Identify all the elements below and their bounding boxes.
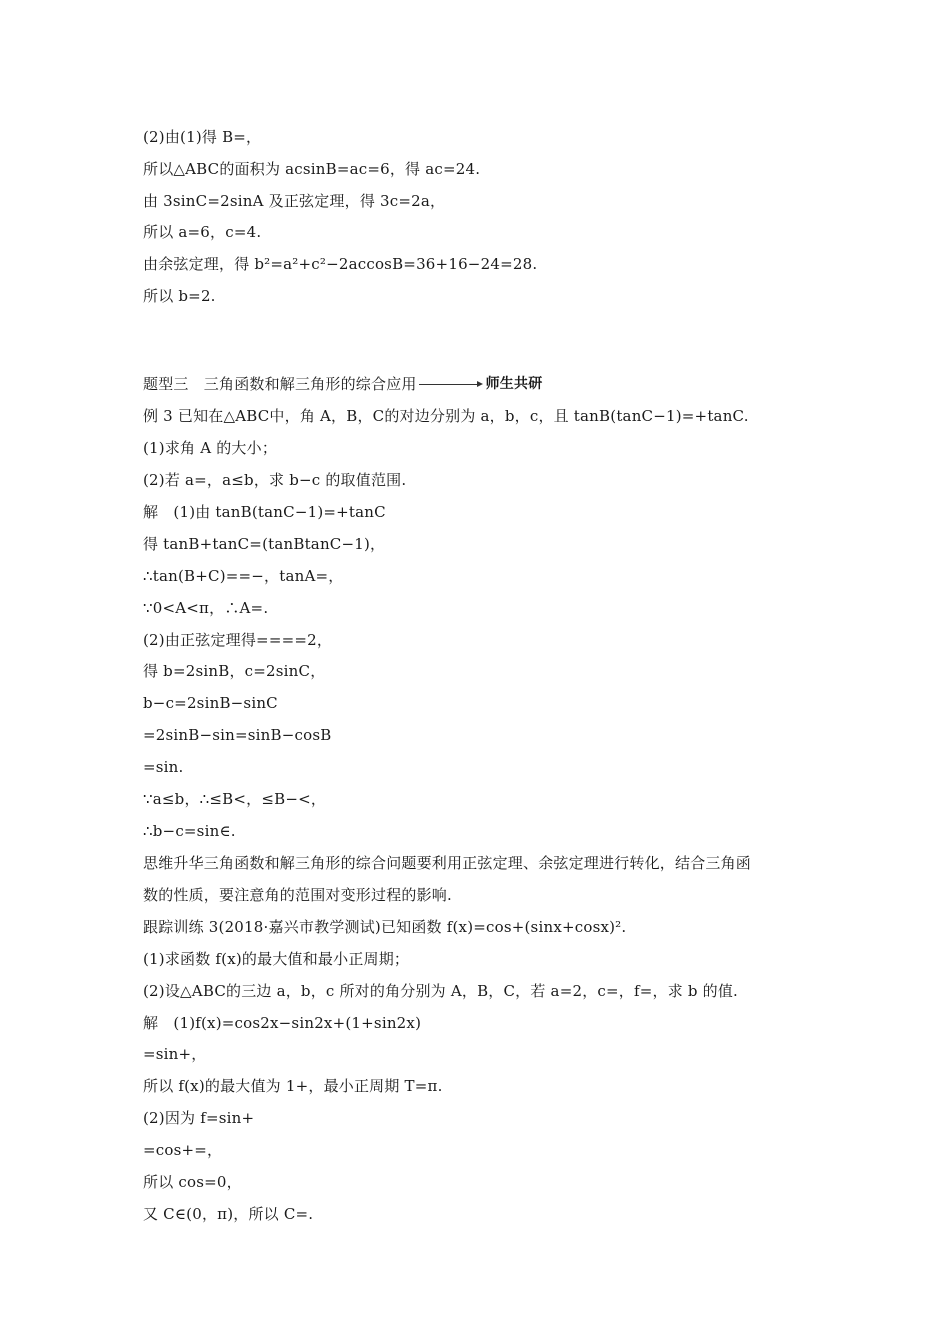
example-line: ∵a≤b，∴≤B<，≤B−<， — [143, 790, 327, 808]
reflection-line: 数的性质，要注意角的范围对变形过程的影响. — [143, 886, 452, 904]
solution-line: (2)由(1)得 B=， — [143, 128, 262, 146]
section-title: 题型三 三角函数和解三角形的综合应用 — [143, 375, 417, 393]
exercise-line: =sin+， — [143, 1045, 207, 1063]
example-line: =2sinB−sin=sinB−cosB — [143, 726, 332, 744]
exercise-line: (1)求函数 f(x)的最大值和最小正周期； — [143, 950, 410, 968]
solution-line: 由 3sinC=2sinA 及正弦定理，得 3c=2a， — [143, 192, 446, 210]
example-line: ∴tan(B+C)==−，tanA=， — [143, 567, 344, 585]
section-heading — [143, 374, 542, 394]
example-line: 例 3 已知在△ABC中，角 A，B，C的对边分别为 a，b，c，且 tanB(tanC−1)=+tanC. — [143, 407, 749, 425]
exercise-line: =cos+=， — [143, 1141, 223, 1159]
example-line: (2)由正弦定理得====2， — [143, 631, 333, 649]
example-line: =sin. — [143, 758, 184, 776]
exercise-line: (2)因为 f=sin+ — [143, 1109, 255, 1127]
exercise-line: 解 (1)f(x)=cos2x−sin2x+(1+sin2x) — [143, 1014, 422, 1032]
solution-line: 所以 a=6，c=4. — [143, 223, 262, 241]
arrow-right-icon — [477, 381, 483, 387]
reflection-line: 思维升华三角函数和解三角形的综合问题要利用正弦定理、余弦定理进行转化，结合三角函 — [143, 854, 752, 872]
example-line: 得 b=2sinB，c=2sinC， — [143, 662, 326, 680]
example-line: 解 (1)由 tanB(tanC−1)=+tanC — [143, 503, 386, 521]
exercise-line: 所以 cos=0， — [143, 1173, 242, 1191]
example-line: ∴b−c=sin∈. — [143, 822, 236, 840]
solution-line: 由余弦定理，得 b²=a²+c²−2accosB=36+16−24=28. — [143, 255, 538, 273]
exercise-line: (2)设△ABC的三边 a，b，c 所对的角分别为 A，B，C，若 a=2，c=，f=，求 b 的值. — [143, 982, 738, 1000]
exercise-line: 跟踪训练 3(2018·嘉兴市教学测试)已知函数 f(x)=cos+(sinx+cosx)². — [143, 918, 627, 936]
solution-line: 所以 b=2. — [143, 287, 216, 305]
section-tag: 师生共研 — [485, 376, 543, 392]
exercise-line: 所以 f(x)的最大值为 1+，最小正周期 T=π. — [143, 1077, 443, 1095]
arrow-line — [419, 384, 477, 385]
example-line: (2)若 a=，a≤b，求 b−c 的取值范围. — [143, 471, 407, 489]
example-line: b−c=2sinB−sinC — [143, 694, 278, 712]
example-line: ∵0<A<π，∴A=. — [143, 599, 269, 617]
solution-line: 所以△ABC的面积为 acsinB=ac=6，得 ac=24. — [143, 160, 481, 178]
exercise-line: 又 C∈(0，π)，所以 C=. — [143, 1205, 314, 1223]
example-line: (1)求角 A 的大小； — [143, 439, 278, 457]
example-line: 得 tanB+tanC=(tanBtanC−1)， — [143, 535, 386, 553]
